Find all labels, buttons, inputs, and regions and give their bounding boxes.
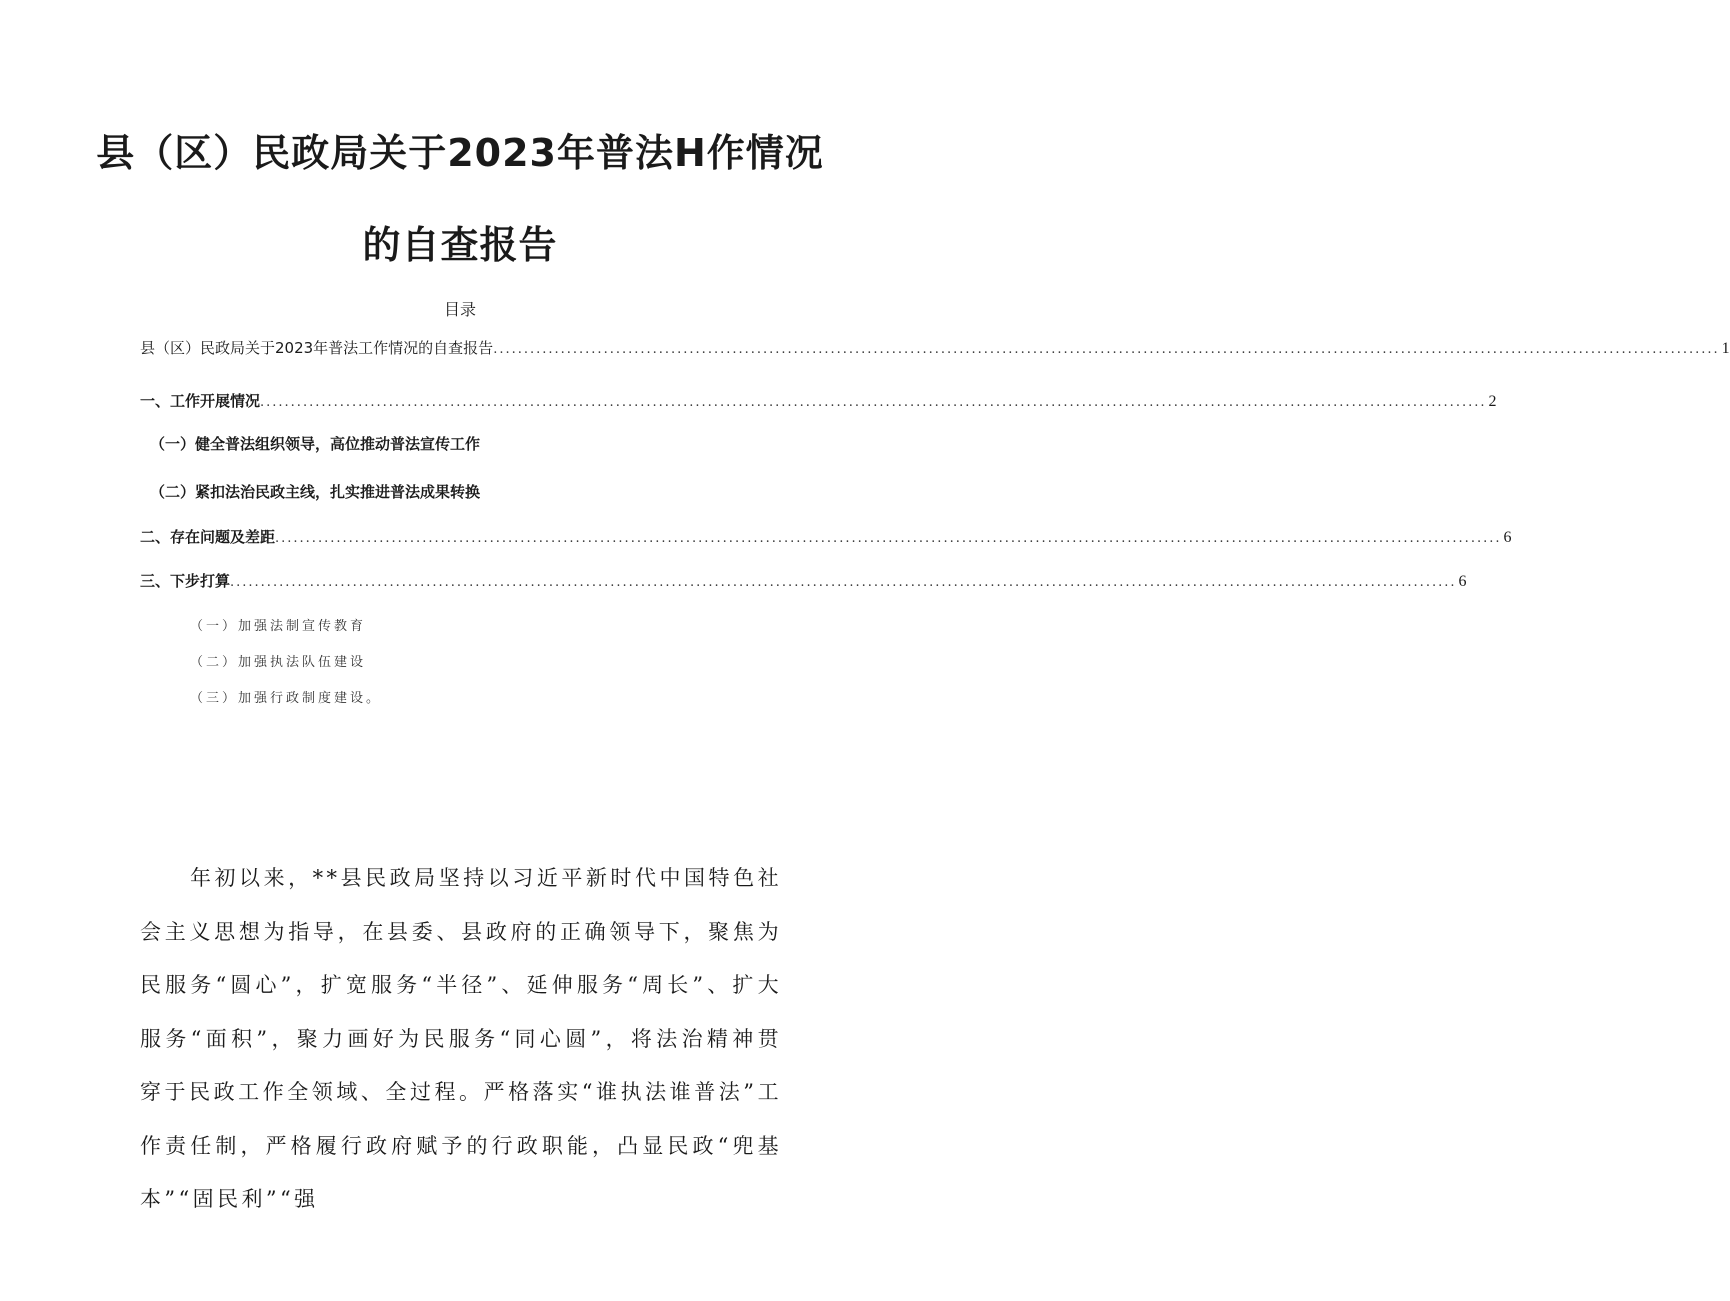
toc-sub-item[interactable]: （一）加强法制宣传教育 xyxy=(190,619,367,634)
toc-entry[interactable] xyxy=(140,390,1497,411)
toc-leader-dots xyxy=(260,395,1486,410)
toc-entry-label: 一、工作开展情况 xyxy=(140,392,261,410)
document-title-line1: 县（区）民政局关于2023年普法H作情况 xyxy=(96,131,824,175)
toc-heading: 目录 xyxy=(443,300,476,319)
toc-entry-label: 二、存在问题及差距 xyxy=(140,528,276,546)
toc-entry[interactable] xyxy=(140,526,1512,547)
document-title-line2: 的自查报告 xyxy=(362,223,558,267)
toc-sub-item[interactable]: （二）加强执法队伍建设 xyxy=(190,655,367,670)
toc-entry[interactable] xyxy=(140,570,1467,591)
toc-entry[interactable]: （二）紧扣法治民政主线，扎实推进普法成果转换 xyxy=(150,483,481,501)
toc-entry-page: 1 xyxy=(1721,340,1730,357)
body-paragraph: 年初以来，**县民政局坚持以习近平新时代中国特色社会主义思想为指导，在县委、县政府的正确领导下，聚焦为民服务“圆心”，扩宽服务“半径”、延伸服务“周长”、扩大服务“面积”，聚力画好为民服务“同心圆”，将法治精神贯穿于民政工作全领域、全过程。严格落实“谁执法谁普法”工作责任制，严格履行政府赋予的行政职能，凸显民政“兜基本”“固民利”“强 xyxy=(140,866,782,1211)
toc-entry[interactable] xyxy=(140,337,1730,358)
toc-entry-page: 6 xyxy=(1503,529,1512,546)
toc-leader-dots xyxy=(275,531,1501,546)
toc-leader-dots xyxy=(493,342,1719,357)
toc-entry-page: 2 xyxy=(1488,393,1497,410)
toc-entry-label: 县（区）民政局关于2023年普法工作情况的自查报告 xyxy=(140,339,494,357)
toc-sub-item[interactable]: （三）加强行政制度建设。 xyxy=(190,691,383,706)
toc-entry[interactable]: （一）健全普法组织领导，高位推动普法宣传工作 xyxy=(150,435,481,453)
toc-leader-dots xyxy=(230,575,1456,590)
toc-entry-label: 三、下步打算 xyxy=(140,572,231,590)
toc-entry-page: 6 xyxy=(1458,573,1467,590)
